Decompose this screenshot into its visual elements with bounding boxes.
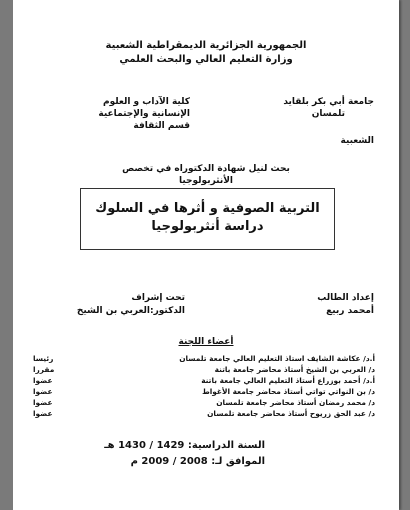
- committee-member: [33, 387, 375, 397]
- faculty-line2: الإنسانية والإجتماعية: [98, 109, 190, 119]
- thesis-title-line1: التربية الصوفية و أثرها في السلوك: [95, 201, 320, 216]
- thesis-purpose-line2: الأنثربولوجيا: [178, 176, 234, 186]
- university-name: جامعة أبي بكر بلقايد: [283, 97, 374, 107]
- member-role: عضوا: [33, 387, 53, 396]
- member-name: د/ محمد رمضان أستاذ محاضر جامعة تلمسان: [216, 398, 375, 407]
- member-name: د/ عبد الحق زريوح أستاذ محاضر جامعة تلمسان: [207, 409, 375, 418]
- committee-member: [33, 398, 375, 408]
- committee-member: [33, 365, 375, 375]
- member-name: د/ العربي بن الشيخ أستاذ محاضر جامعة باتنة: [214, 365, 375, 374]
- thesis-title-box: [80, 188, 335, 250]
- department-label: قسم الثقافة: [133, 121, 190, 131]
- thesis-purpose-line1: بحث لنيل شهادة الدكتوراه في تخصص: [122, 164, 290, 174]
- academic-year-hijri: السنة الدراسية: 1429 / 1430 هـ: [104, 440, 265, 451]
- document-page: [13, 0, 399, 510]
- popular-label: الشعبية: [340, 136, 374, 146]
- committee-title: أعضاء اللجنة: [178, 337, 234, 347]
- thesis-title-line2: دراسة أنثربولوجيا: [151, 219, 264, 234]
- committee-member: [33, 376, 375, 386]
- committee-member: [33, 409, 375, 419]
- supervisor-name: الدكتور:العربي بن الشيخ: [76, 306, 185, 316]
- student-name: أمحمد ربيع: [326, 306, 374, 316]
- academic-year-gregorian: الموافق لـ: 2008 / 2009 م: [130, 456, 265, 467]
- university-city: تلمسان: [311, 109, 345, 119]
- member-name: د/ بن النواتي تواتي أستاذ محاضر جامعة الأغواط: [202, 387, 375, 396]
- committee-member: [33, 354, 375, 364]
- member-role: عضوا: [33, 409, 53, 418]
- member-name: أ.د/ عكاشة الشايف استاذ التعليم العالي جامعة تلمسان: [179, 354, 375, 363]
- supervisor-label: تحت إشراف: [131, 293, 185, 303]
- republic-header: الجمهورية الجزائرية الديمقراطية الشعبية: [105, 40, 307, 51]
- member-role: رئيسا: [33, 354, 54, 363]
- ministry-header: وزارة التعليم العالي والبحث العلمي: [119, 54, 293, 65]
- member-role: عضوا: [33, 376, 53, 385]
- faculty-line1: كلية الآداب و العلوم: [102, 97, 190, 107]
- student-label: إعداد الطالب: [317, 293, 374, 303]
- member-name: أ.د/ أحمد بوزراع أستاذ التعليم العالي جامعة باتنة: [201, 376, 375, 385]
- member-role: عضوا: [33, 398, 53, 407]
- member-role: مقررا: [33, 365, 55, 374]
